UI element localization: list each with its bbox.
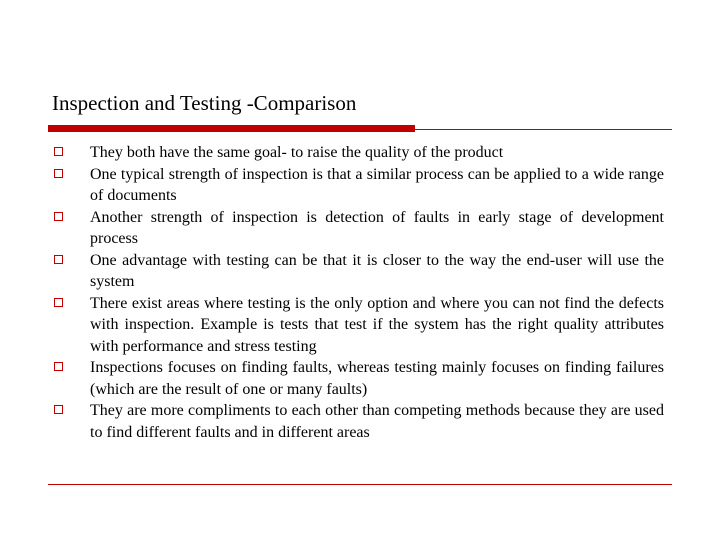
bullet-item [54, 164, 664, 207]
bullet-text: One advantage with testing can be that it is closer to the way the end-user will use the system [90, 251, 664, 290]
bullet-text: They both have the same goal- to raise the quality of the product [90, 144, 504, 161]
title-underline-thin [415, 129, 672, 130]
bullet-item [54, 142, 664, 164]
title-underline-thick [48, 125, 415, 132]
title-underline [48, 122, 672, 132]
bullet-item [54, 400, 664, 443]
bullet-item [54, 250, 664, 293]
bottom-divider [48, 484, 672, 485]
square-bullet-icon [54, 362, 63, 371]
square-bullet-icon [54, 212, 63, 221]
square-bullet-icon [54, 147, 63, 156]
bullet-item [54, 207, 664, 250]
bullet-item [54, 293, 664, 358]
square-bullet-icon [54, 298, 63, 307]
bullet-text: One typical strength of inspection is that a similar process can be applied to a wide range of documents [90, 165, 664, 204]
bullet-text: Another strength of inspection is detection of faults in early stage of development process [90, 208, 664, 247]
slide-title: Inspection and Testing -Comparison [52, 91, 357, 115]
bullet-text: There exist areas where testing is the only option and where you can not find the defects with inspection. Example is tests that test if the system has the right quality attributes with performance and stress testing [90, 294, 664, 355]
bullet-text: They are more compliments to each other than competing methods because they are used to find different faults and in different areas [90, 402, 664, 441]
bullet-list [54, 142, 664, 443]
bullet-text: Inspections focuses on finding faults, whereas testing mainly focuses on finding failures (which are the result of one or many faults) [90, 359, 664, 398]
bullet-item [54, 357, 664, 400]
square-bullet-icon [54, 405, 63, 414]
square-bullet-icon [54, 255, 63, 264]
square-bullet-icon [54, 169, 63, 178]
